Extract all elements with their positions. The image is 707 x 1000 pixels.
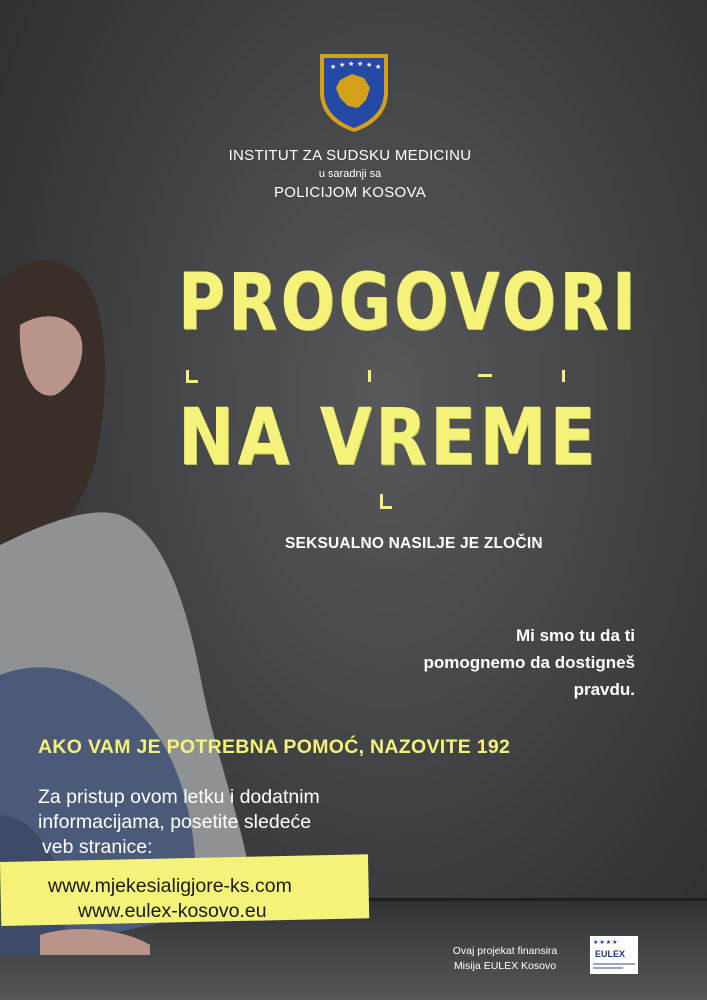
institute-name: INSTITUT ZA SUDSKU MEDICINU [228,147,472,164]
website-link-mjekesia[interactable]: www.mjekesialigjore-ks.com [48,875,292,897]
police-name: POLICIJOM KOSOVA [273,184,427,201]
grunge-mark [380,506,392,509]
support-quote-line: pravdu. [573,680,635,699]
info-line: Za pristup ovom letku i dodatnim [38,786,320,808]
kosovo-coat-of-arms-icon [318,52,390,134]
call-to-action: AKO VAM JE POTREBNA POMOĆ, NAZOVITE 192 [38,736,511,758]
grunge-mark [562,370,565,382]
grunge-mark [368,370,371,382]
info-text [38,785,320,860]
logo-fineprint [593,963,635,965]
website-link-eulex[interactable]: www.eulex-kosovo.eu [78,900,267,922]
funding-note [430,944,580,974]
info-line: informacijama, posetite sledeće [38,811,312,833]
eu-stars-icon: ★★★★ [593,939,619,946]
eulex-logo [590,936,638,974]
svg-text:★: ★ [330,63,337,71]
funding-line: Ovaj projekat finansira [452,945,558,957]
headline-line-1: PROGOVORI [178,258,639,348]
website-list [48,874,292,924]
logo-fineprint [593,967,623,969]
collaboration-text: u saradnji sa [318,168,382,180]
svg-text:★: ★ [366,61,373,69]
svg-text:★: ★ [339,61,346,69]
svg-text:★: ★ [375,63,382,71]
grunge-mark [186,380,198,383]
eulex-wordmark: EULEX [595,949,626,959]
info-line: veb stranice: [42,836,153,858]
support-quote [423,622,635,703]
support-quote-line: Mi smo tu da ti [516,626,635,645]
grunge-mark [478,374,492,377]
svg-text:★: ★ [348,60,355,68]
support-quote-line: pomognemo da dostigneš [423,653,635,672]
svg-text:★: ★ [357,60,364,68]
headline-line-2: NA VREME [178,393,599,483]
subtitle: SEKSUALNO NASILJE JE ZLOČIN [285,535,543,552]
funding-line: Misija EULEX Kosovo [453,960,557,972]
